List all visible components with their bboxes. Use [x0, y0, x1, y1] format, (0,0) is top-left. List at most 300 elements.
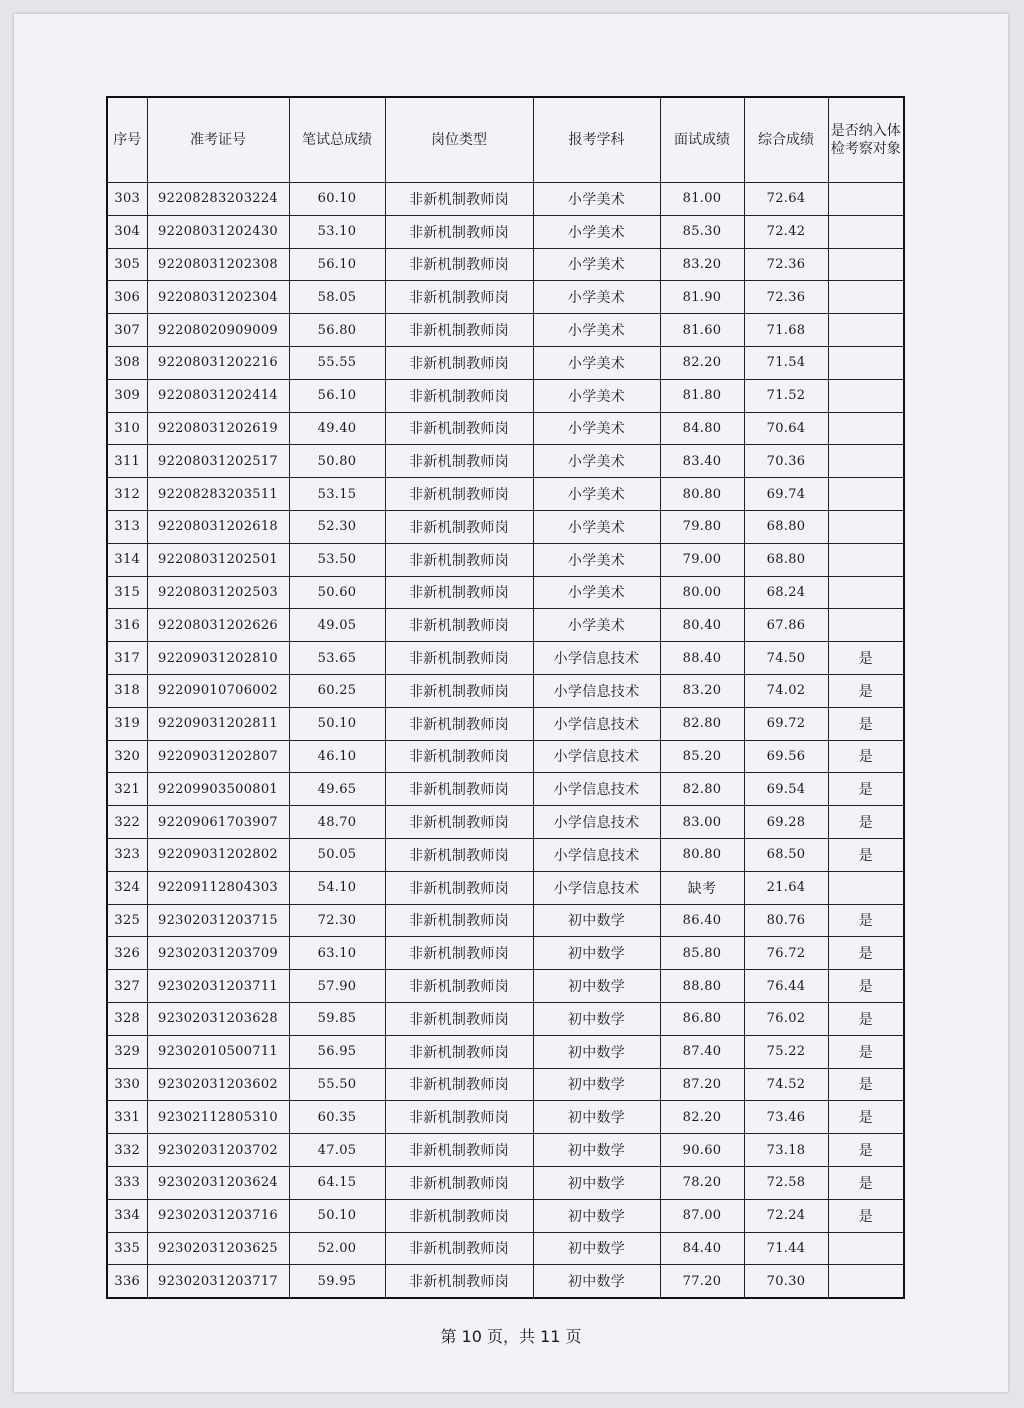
cell-seq: 321 — [107, 773, 147, 806]
cell-subject: 小学信息技术 — [533, 871, 660, 904]
cell-total-score: 72.36 — [744, 281, 828, 314]
cell-total-score: 80.76 — [744, 904, 828, 937]
table-row — [107, 1166, 904, 1199]
cell-total-score: 76.02 — [744, 1002, 828, 1035]
cell-physical-exam: 是 — [828, 1166, 904, 1199]
cell-written-score: 55.55 — [289, 346, 385, 379]
cell-seq: 303 — [107, 183, 147, 216]
cell-physical-exam — [828, 1265, 904, 1298]
cell-exam-id: 92208020909009 — [147, 314, 289, 347]
cell-post-type: 非新机制教师岗 — [385, 609, 533, 642]
cell-interview-score: 85.20 — [660, 740, 744, 773]
cell-physical-exam: 是 — [828, 1035, 904, 1068]
table-row — [107, 1199, 904, 1232]
cell-post-type: 非新机制教师岗 — [385, 576, 533, 609]
cell-physical-exam: 是 — [828, 1068, 904, 1101]
page-footer: 第 10 页，共 11 页 — [440, 1327, 582, 1346]
cell-physical-exam: 是 — [828, 970, 904, 1003]
cell-physical-exam — [828, 183, 904, 216]
table-row — [107, 773, 904, 806]
cell-interview-score: 缺考 — [660, 871, 744, 904]
cell-exam-id: 92208031202517 — [147, 445, 289, 478]
cell-interview-score: 82.80 — [660, 707, 744, 740]
table-row — [107, 740, 904, 773]
cell-physical-exam — [828, 412, 904, 445]
cell-exam-id: 92302031203625 — [147, 1232, 289, 1265]
cell-subject: 小学美术 — [533, 346, 660, 379]
table-header-row — [107, 97, 904, 183]
cell-exam-id: 92209031202802 — [147, 838, 289, 871]
cell-seq: 328 — [107, 1002, 147, 1035]
cell-exam-id: 92302031203602 — [147, 1068, 289, 1101]
cell-post-type: 非新机制教师岗 — [385, 346, 533, 379]
cell-subject: 小学美术 — [533, 412, 660, 445]
cell-written-score: 72.30 — [289, 904, 385, 937]
cell-post-type: 非新机制教师岗 — [385, 445, 533, 478]
cell-exam-id: 92209031202810 — [147, 642, 289, 675]
cell-seq: 335 — [107, 1232, 147, 1265]
table-row — [107, 674, 904, 707]
cell-post-type: 非新机制教师岗 — [385, 1199, 533, 1232]
cell-post-type: 非新机制教师岗 — [385, 1035, 533, 1068]
table-row — [107, 1002, 904, 1035]
cell-exam-id: 92302010500711 — [147, 1035, 289, 1068]
cell-post-type: 非新机制教师岗 — [385, 1101, 533, 1134]
cell-physical-exam: 是 — [828, 937, 904, 970]
cell-written-score: 49.40 — [289, 412, 385, 445]
cell-interview-score: 83.20 — [660, 248, 744, 281]
cell-total-score: 73.46 — [744, 1101, 828, 1134]
cell-subject: 小学美术 — [533, 379, 660, 412]
cell-written-score: 56.95 — [289, 1035, 385, 1068]
cell-post-type: 非新机制教师岗 — [385, 281, 533, 314]
cell-exam-id: 92302031203716 — [147, 1199, 289, 1232]
cell-total-score: 68.80 — [744, 543, 828, 576]
cell-subject: 小学美术 — [533, 510, 660, 543]
document-page — [14, 14, 1008, 1392]
cell-post-type: 非新机制教师岗 — [385, 412, 533, 445]
cell-post-type: 非新机制教师岗 — [385, 740, 533, 773]
cell-written-score: 49.65 — [289, 773, 385, 806]
cell-seq: 334 — [107, 1199, 147, 1232]
cell-interview-score: 77.20 — [660, 1265, 744, 1298]
cell-interview-score: 84.80 — [660, 412, 744, 445]
cell-physical-exam: 是 — [828, 1101, 904, 1134]
cell-post-type: 非新机制教师岗 — [385, 314, 533, 347]
cell-physical-exam: 是 — [828, 1002, 904, 1035]
cell-subject: 小学信息技术 — [533, 740, 660, 773]
cell-post-type: 非新机制教师岗 — [385, 215, 533, 248]
cell-physical-exam: 是 — [828, 773, 904, 806]
cell-interview-score: 87.40 — [660, 1035, 744, 1068]
cell-written-score: 49.05 — [289, 609, 385, 642]
cell-exam-id: 92208031202304 — [147, 281, 289, 314]
cell-total-score: 72.36 — [744, 248, 828, 281]
cell-post-type: 非新机制教师岗 — [385, 1134, 533, 1167]
table-row — [107, 412, 904, 445]
cell-seq: 307 — [107, 314, 147, 347]
cell-physical-exam: 是 — [828, 1199, 904, 1232]
cell-total-score: 69.72 — [744, 707, 828, 740]
cell-subject: 小学信息技术 — [533, 838, 660, 871]
cell-written-score: 53.50 — [289, 543, 385, 576]
cell-seq: 312 — [107, 478, 147, 511]
table-row — [107, 576, 904, 609]
cell-seq: 310 — [107, 412, 147, 445]
cell-total-score: 71.68 — [744, 314, 828, 347]
cell-physical-exam — [828, 543, 904, 576]
cell-exam-id: 92209903500801 — [147, 773, 289, 806]
cell-physical-exam — [828, 379, 904, 412]
cell-subject: 小学信息技术 — [533, 773, 660, 806]
cell-seq: 306 — [107, 281, 147, 314]
cell-physical-exam — [828, 445, 904, 478]
table-row — [107, 346, 904, 379]
cell-interview-score: 81.90 — [660, 281, 744, 314]
cell-physical-exam — [828, 346, 904, 379]
cell-total-score: 68.50 — [744, 838, 828, 871]
cell-physical-exam: 是 — [828, 642, 904, 675]
cell-physical-exam: 是 — [828, 1134, 904, 1167]
header-physical-exam: 是否纳入体检考察对象 — [828, 97, 904, 183]
cell-seq: 327 — [107, 970, 147, 1003]
cell-seq: 331 — [107, 1101, 147, 1134]
cell-post-type: 非新机制教师岗 — [385, 871, 533, 904]
cell-interview-score: 80.80 — [660, 478, 744, 511]
cell-subject: 小学美术 — [533, 609, 660, 642]
cell-written-score: 59.85 — [289, 1002, 385, 1035]
cell-exam-id: 92208283203511 — [147, 478, 289, 511]
table-row — [107, 707, 904, 740]
table-row — [107, 215, 904, 248]
cell-post-type: 非新机制教师岗 — [385, 970, 533, 1003]
cell-physical-exam: 是 — [828, 707, 904, 740]
cell-interview-score: 80.40 — [660, 609, 744, 642]
cell-exam-id: 92208031202503 — [147, 576, 289, 609]
cell-seq: 324 — [107, 871, 147, 904]
cell-seq: 304 — [107, 215, 147, 248]
table-row — [107, 183, 904, 216]
cell-seq: 318 — [107, 674, 147, 707]
table-row — [107, 1134, 904, 1167]
cell-interview-score: 85.30 — [660, 215, 744, 248]
cell-total-score: 70.30 — [744, 1265, 828, 1298]
cell-subject: 初中数学 — [533, 1232, 660, 1265]
header-post-type: 岗位类型 — [385, 97, 533, 183]
header-exam-id: 准考证号 — [147, 97, 289, 183]
cell-seq: 319 — [107, 707, 147, 740]
header-seq: 序号 — [107, 97, 147, 183]
cell-written-score: 56.10 — [289, 379, 385, 412]
cell-interview-score: 81.00 — [660, 183, 744, 216]
table-row — [107, 478, 904, 511]
cell-post-type: 非新机制教师岗 — [385, 1166, 533, 1199]
table-row — [107, 871, 904, 904]
cell-post-type: 非新机制教师岗 — [385, 183, 533, 216]
cell-interview-score: 84.40 — [660, 1232, 744, 1265]
cell-post-type: 非新机制教师岗 — [385, 838, 533, 871]
cell-seq: 326 — [107, 937, 147, 970]
table-row — [107, 1035, 904, 1068]
cell-written-score: 59.95 — [289, 1265, 385, 1298]
cell-total-score: 72.42 — [744, 215, 828, 248]
cell-seq: 325 — [107, 904, 147, 937]
cell-exam-id: 92208031202618 — [147, 510, 289, 543]
cell-seq: 309 — [107, 379, 147, 412]
table-row — [107, 510, 904, 543]
cell-exam-id: 92302031203717 — [147, 1265, 289, 1298]
cell-exam-id: 92208031202308 — [147, 248, 289, 281]
cell-post-type: 非新机制教师岗 — [385, 510, 533, 543]
cell-post-type: 非新机制教师岗 — [385, 707, 533, 740]
cell-subject: 小学信息技术 — [533, 674, 660, 707]
cell-total-score: 67.86 — [744, 609, 828, 642]
cell-subject: 初中数学 — [533, 937, 660, 970]
cell-subject: 小学信息技术 — [533, 806, 660, 839]
cell-seq: 311 — [107, 445, 147, 478]
cell-written-score: 55.50 — [289, 1068, 385, 1101]
table-row — [107, 806, 904, 839]
cell-exam-id: 92208031202619 — [147, 412, 289, 445]
cell-interview-score: 83.20 — [660, 674, 744, 707]
cell-subject: 初中数学 — [533, 1199, 660, 1232]
cell-total-score: 75.22 — [744, 1035, 828, 1068]
cell-subject: 小学信息技术 — [533, 642, 660, 675]
cell-physical-exam — [828, 314, 904, 347]
cell-physical-exam: 是 — [828, 904, 904, 937]
cell-written-score: 50.10 — [289, 707, 385, 740]
cell-total-score: 69.56 — [744, 740, 828, 773]
cell-physical-exam: 是 — [828, 674, 904, 707]
cell-written-score: 50.80 — [289, 445, 385, 478]
cell-written-score: 48.70 — [289, 806, 385, 839]
cell-exam-id: 92302031203715 — [147, 904, 289, 937]
cell-physical-exam — [828, 1232, 904, 1265]
cell-post-type: 非新机制教师岗 — [385, 379, 533, 412]
cell-seq: 314 — [107, 543, 147, 576]
table-row — [107, 1232, 904, 1265]
cell-written-score: 60.35 — [289, 1101, 385, 1134]
cell-total-score: 74.50 — [744, 642, 828, 675]
cell-exam-id: 92209061703907 — [147, 806, 289, 839]
cell-exam-id: 92302031203628 — [147, 1002, 289, 1035]
table-row — [107, 642, 904, 675]
cell-post-type: 非新机制教师岗 — [385, 248, 533, 281]
header-subject: 报考学科 — [533, 97, 660, 183]
cell-subject: 初中数学 — [533, 904, 660, 937]
cell-exam-id: 92208031202216 — [147, 346, 289, 379]
table-row — [107, 314, 904, 347]
cell-written-score: 56.10 — [289, 248, 385, 281]
cell-physical-exam — [828, 478, 904, 511]
cell-subject: 小学美术 — [533, 314, 660, 347]
cell-seq: 313 — [107, 510, 147, 543]
cell-interview-score: 80.80 — [660, 838, 744, 871]
cell-written-score: 52.30 — [289, 510, 385, 543]
table-row — [107, 838, 904, 871]
cell-written-score: 52.00 — [289, 1232, 385, 1265]
cell-exam-id: 92302031203624 — [147, 1166, 289, 1199]
cell-interview-score: 86.40 — [660, 904, 744, 937]
cell-written-score: 54.10 — [289, 871, 385, 904]
cell-post-type: 非新机制教师岗 — [385, 904, 533, 937]
cell-subject: 初中数学 — [533, 1035, 660, 1068]
cell-post-type: 非新机制教师岗 — [385, 1265, 533, 1298]
cell-interview-score: 80.00 — [660, 576, 744, 609]
cell-interview-score: 90.60 — [660, 1134, 744, 1167]
cell-total-score: 76.72 — [744, 937, 828, 970]
cell-exam-id: 92209112804303 — [147, 871, 289, 904]
cell-post-type: 非新机制教师岗 — [385, 543, 533, 576]
cell-written-score: 53.65 — [289, 642, 385, 675]
cell-subject: 小学美术 — [533, 248, 660, 281]
cell-seq: 330 — [107, 1068, 147, 1101]
cell-subject: 小学信息技术 — [533, 707, 660, 740]
table-row — [107, 281, 904, 314]
cell-physical-exam: 是 — [828, 740, 904, 773]
cell-subject: 初中数学 — [533, 1002, 660, 1035]
cell-physical-exam — [828, 609, 904, 642]
cell-total-score: 71.54 — [744, 346, 828, 379]
table-body — [107, 183, 904, 1299]
cell-subject: 小学美术 — [533, 215, 660, 248]
table-row — [107, 937, 904, 970]
cell-physical-exam: 是 — [828, 838, 904, 871]
cell-total-score: 72.58 — [744, 1166, 828, 1199]
cell-total-score: 70.64 — [744, 412, 828, 445]
cell-subject: 小学美术 — [533, 183, 660, 216]
cell-interview-score: 83.40 — [660, 445, 744, 478]
cell-seq: 317 — [107, 642, 147, 675]
cell-written-score: 46.10 — [289, 740, 385, 773]
table-row — [107, 1265, 904, 1298]
cell-interview-score: 87.00 — [660, 1199, 744, 1232]
cell-total-score: 73.18 — [744, 1134, 828, 1167]
cell-post-type: 非新机制教师岗 — [385, 642, 533, 675]
cell-total-score: 76.44 — [744, 970, 828, 1003]
cell-post-type: 非新机制教师岗 — [385, 478, 533, 511]
cell-written-score: 60.10 — [289, 183, 385, 216]
cell-written-score: 47.05 — [289, 1134, 385, 1167]
cell-seq: 320 — [107, 740, 147, 773]
table-row — [107, 904, 904, 937]
scores-table — [106, 96, 905, 1299]
cell-seq: 336 — [107, 1265, 147, 1298]
cell-subject: 初中数学 — [533, 1166, 660, 1199]
table-row — [107, 445, 904, 478]
cell-written-score: 58.05 — [289, 281, 385, 314]
cell-seq: 315 — [107, 576, 147, 609]
table-row — [107, 1101, 904, 1134]
table-row — [107, 248, 904, 281]
cell-written-score: 53.15 — [289, 478, 385, 511]
cell-exam-id: 92302031203702 — [147, 1134, 289, 1167]
cell-interview-score: 86.80 — [660, 1002, 744, 1035]
cell-physical-exam — [828, 576, 904, 609]
cell-seq: 322 — [107, 806, 147, 839]
cell-subject: 初中数学 — [533, 1265, 660, 1298]
cell-exam-id: 92209031202807 — [147, 740, 289, 773]
cell-total-score: 21.64 — [744, 871, 828, 904]
cell-subject: 小学美术 — [533, 445, 660, 478]
cell-interview-score: 87.20 — [660, 1068, 744, 1101]
cell-total-score: 69.54 — [744, 773, 828, 806]
table-row — [107, 609, 904, 642]
table-row — [107, 379, 904, 412]
cell-seq: 323 — [107, 838, 147, 871]
cell-total-score: 69.28 — [744, 806, 828, 839]
cell-physical-exam — [828, 215, 904, 248]
cell-subject: 小学美术 — [533, 478, 660, 511]
cell-written-score: 56.80 — [289, 314, 385, 347]
cell-subject: 小学美术 — [533, 543, 660, 576]
cell-subject: 初中数学 — [533, 1134, 660, 1167]
cell-physical-exam: 是 — [828, 806, 904, 839]
cell-post-type: 非新机制教师岗 — [385, 1232, 533, 1265]
cell-exam-id: 92208031202501 — [147, 543, 289, 576]
cell-written-score: 50.05 — [289, 838, 385, 871]
header-total-score: 综合成绩 — [744, 97, 828, 183]
cell-written-score: 60.25 — [289, 674, 385, 707]
cell-seq: 332 — [107, 1134, 147, 1167]
cell-written-score: 50.60 — [289, 576, 385, 609]
cell-post-type: 非新机制教师岗 — [385, 937, 533, 970]
cell-subject: 小学美术 — [533, 576, 660, 609]
cell-physical-exam — [828, 510, 904, 543]
cell-interview-score: 78.20 — [660, 1166, 744, 1199]
cell-interview-score: 79.80 — [660, 510, 744, 543]
cell-seq: 316 — [107, 609, 147, 642]
table-row — [107, 970, 904, 1003]
cell-interview-score: 79.00 — [660, 543, 744, 576]
cell-total-score: 70.36 — [744, 445, 828, 478]
table-row — [107, 1068, 904, 1101]
cell-subject: 小学美术 — [533, 281, 660, 314]
header-interview-score: 面试成绩 — [660, 97, 744, 183]
table-row — [107, 543, 904, 576]
cell-interview-score: 82.20 — [660, 1101, 744, 1134]
cell-exam-id: 92302031203711 — [147, 970, 289, 1003]
cell-exam-id: 92302112805310 — [147, 1101, 289, 1134]
cell-exam-id: 92208031202626 — [147, 609, 289, 642]
cell-exam-id: 92209010706002 — [147, 674, 289, 707]
cell-interview-score: 85.80 — [660, 937, 744, 970]
cell-exam-id: 92208031202430 — [147, 215, 289, 248]
cell-post-type: 非新机制教师岗 — [385, 674, 533, 707]
cell-written-score: 64.15 — [289, 1166, 385, 1199]
cell-post-type: 非新机制教师岗 — [385, 773, 533, 806]
cell-total-score: 71.52 — [744, 379, 828, 412]
cell-seq: 308 — [107, 346, 147, 379]
cell-subject: 初中数学 — [533, 970, 660, 1003]
cell-exam-id: 92209031202811 — [147, 707, 289, 740]
cell-seq: 329 — [107, 1035, 147, 1068]
cell-written-score: 53.10 — [289, 215, 385, 248]
cell-total-score: 74.02 — [744, 674, 828, 707]
cell-post-type: 非新机制教师岗 — [385, 1002, 533, 1035]
cell-total-score: 68.80 — [744, 510, 828, 543]
cell-interview-score: 82.20 — [660, 346, 744, 379]
cell-total-score: 72.64 — [744, 183, 828, 216]
cell-exam-id: 92302031203709 — [147, 937, 289, 970]
cell-total-score: 74.52 — [744, 1068, 828, 1101]
cell-exam-id: 92208283203224 — [147, 183, 289, 216]
cell-total-score: 68.24 — [744, 576, 828, 609]
cell-interview-score: 83.00 — [660, 806, 744, 839]
cell-interview-score: 81.80 — [660, 379, 744, 412]
cell-interview-score: 88.40 — [660, 642, 744, 675]
cell-post-type: 非新机制教师岗 — [385, 1068, 533, 1101]
